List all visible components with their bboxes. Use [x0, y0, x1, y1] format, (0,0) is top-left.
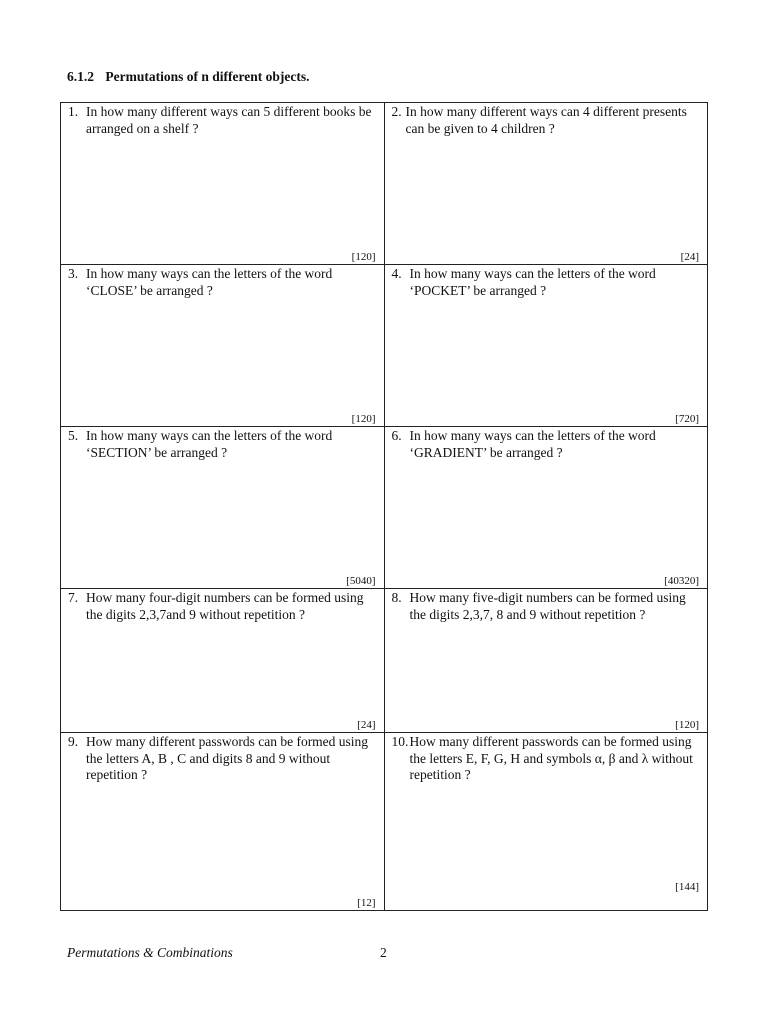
question-text: In how many ways can the letters of the word ‘SECTION’ be arranged ?	[86, 428, 333, 460]
question-number: 8.	[391, 590, 402, 605]
question-cell-7	[61, 589, 385, 733]
question-text: In how many different ways can 4 different presents can be given to 4 children ?	[405, 104, 687, 136]
question-number: 2.	[391, 104, 402, 119]
answer-label: [5040]	[346, 575, 376, 587]
questions-table	[60, 102, 708, 911]
question-text: In how many different ways can 5 different books be arranged on a shelf ?	[86, 104, 372, 136]
page-number: 2	[380, 945, 387, 960]
question-number: 3.	[68, 266, 79, 281]
question-text: In how many ways can the letters of the word ‘POCKET’ be arranged ?	[409, 266, 656, 298]
table-row	[61, 589, 708, 733]
question-cell-1	[61, 103, 385, 265]
question-number: 7.	[68, 590, 79, 605]
question-cell-3	[61, 265, 385, 427]
section-heading	[67, 69, 309, 85]
question-cell-2	[384, 103, 708, 265]
question-number: 4.	[391, 266, 402, 281]
table-row	[61, 103, 708, 265]
question-cell-4	[384, 265, 708, 427]
section-title: Permutations of n different objects.	[105, 69, 310, 84]
table-row	[61, 733, 708, 911]
question-text: How many different passwords can be formed using the letters A, B , C and digits 8 and 9 without repetition ?	[86, 734, 369, 782]
question-number: 10.	[391, 734, 409, 749]
answer-label: [24]	[357, 719, 376, 731]
section-number: 6.1.2	[67, 69, 94, 84]
question-cell-5	[61, 427, 385, 589]
question-number: 9.	[68, 734, 79, 749]
question-text: In how many ways can the letters of the word ‘CLOSE’ be arranged ?	[86, 266, 333, 298]
question-cell-10	[384, 733, 708, 911]
question-number: 6.	[391, 428, 402, 443]
question-text: How many four-digit numbers can be formed using the digits 2,3,7and 9 without repetition ?	[86, 590, 364, 622]
question-text: How many five-digit numbers can be formed using the digits 2,3,7, 8 and 9 without repetition ?	[409, 590, 686, 622]
answer-label: [120]	[351, 251, 376, 263]
table-row	[61, 265, 708, 427]
answer-label: [12]	[357, 897, 376, 909]
answer-label: [720]	[675, 413, 699, 425]
question-number: 5.	[68, 428, 79, 443]
answer-label: [144]	[675, 881, 699, 893]
question-cell-6	[384, 427, 708, 589]
question-cell-8	[384, 589, 708, 733]
answer-label: [40320]	[664, 575, 699, 587]
question-cell-9	[61, 733, 385, 911]
answer-label: [24]	[680, 251, 699, 263]
question-text: In how many ways can the letters of the word ‘GRADIENT’ be arranged ?	[409, 428, 656, 460]
table-row	[61, 427, 708, 589]
footer-title: Permutations & Combinations	[67, 945, 233, 960]
answer-label: [120]	[675, 719, 699, 731]
answer-label: [120]	[351, 413, 376, 425]
question-number: 1.	[68, 104, 79, 119]
question-text: How many different passwords can be formed using the letters E, F, G, H and symbols α, β and λ without repetition ?	[409, 734, 693, 782]
